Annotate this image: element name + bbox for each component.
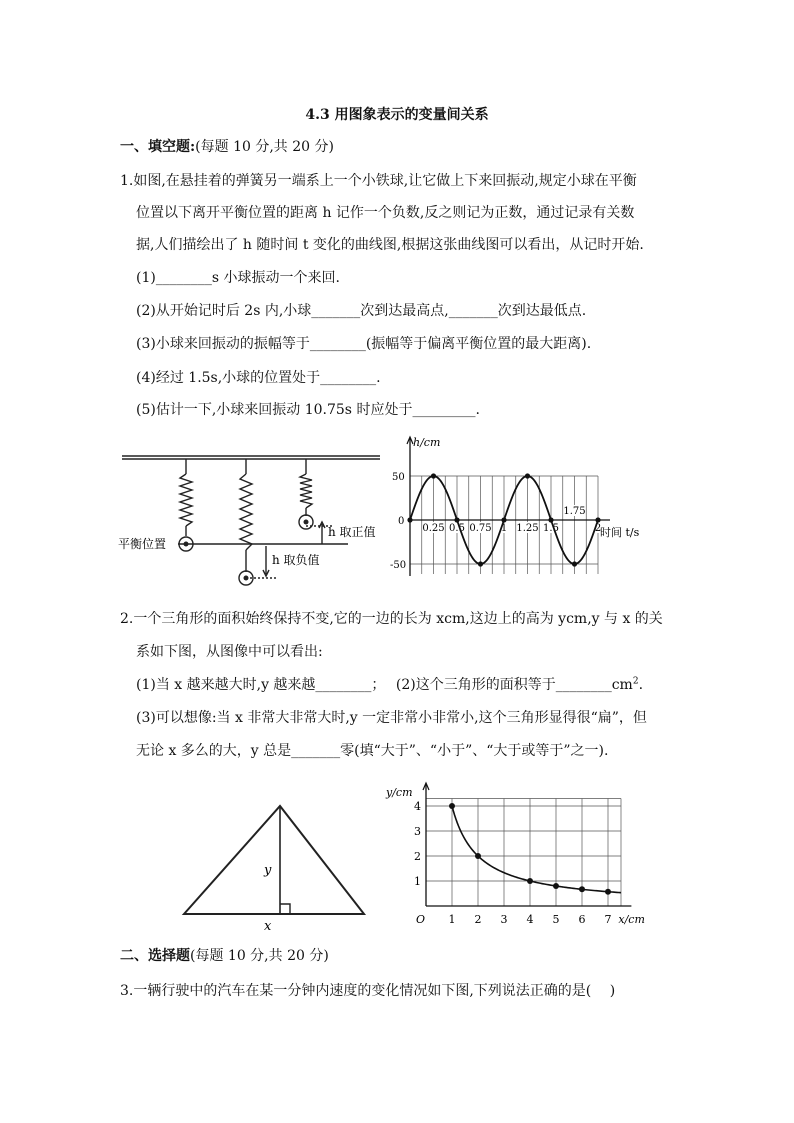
section1-header (120, 136, 334, 156)
q2-superscript: 2 (632, 676, 639, 687)
series-line (452, 806, 621, 893)
q2-part1-2 (136, 674, 643, 694)
triangle-y-label: y (264, 863, 272, 878)
x-tick-label: 0.5 (449, 523, 465, 534)
q2-part3-line1: (3)可以想像:当 x 非常大非常大时,y 一定非常小非常小,这个三角形显得很“扁”，但 (136, 710, 647, 726)
data-point (501, 517, 506, 522)
inverse-chart (378, 776, 660, 936)
triangle-x-label: x (264, 919, 272, 934)
page-title: 4.3 用图象表示的变量间关系 (305, 107, 489, 123)
q1-part1: (1)________s 小球振动一个来回. (136, 270, 340, 286)
section2-header (120, 945, 329, 965)
data-point (407, 517, 412, 522)
y-tick-label: 0 (398, 516, 405, 527)
data-point (595, 517, 600, 522)
data-point (449, 803, 455, 809)
data-point (572, 561, 577, 566)
data-point (478, 561, 483, 566)
q2-line1: 2.一个三角形的面积始终保持不变,它的一边的长为 xcm,这边上的高为 ycm,y 与 x 的关 (120, 611, 663, 627)
q2-part3-line2: 无论 x 多么的大，y 总是_______零(填“大于”、“小于”、“大于或等于”之一). (136, 743, 609, 759)
x-tick-label: 0.75 (469, 523, 492, 534)
q3-line1: 3.一辆行驶中的汽车在某一分钟内速度的变化情况如下图,下列说法正确的是( ) (120, 983, 616, 999)
q1-line1: 1.如图,在悬挂着的弹簧另一端系上一个小铁球,让它做上下来回振动,规定小球在平衡 (120, 173, 637, 189)
y-tick-label: 1 (414, 875, 421, 888)
data-point (525, 473, 530, 478)
section2-heading: 二、选择题 (120, 948, 190, 964)
section2-note: (每题 10 分,共 20 分) (190, 948, 329, 964)
x-tick-label: 1 (500, 523, 508, 534)
x-tick-label: 2 (474, 913, 482, 926)
spring-figure (118, 446, 380, 588)
oscillation-chart (368, 432, 650, 592)
data-point (548, 517, 553, 522)
section1-note: (每题 10 分,共 20 分) (195, 139, 334, 155)
x-tick-label: 1.75 (563, 506, 586, 517)
y-axis-label: y/cm (386, 786, 413, 799)
x-axis-label: 时间 t/s (600, 526, 640, 539)
q1-part2: (2)从开始记时后 2s 内,小球_______次到达最高点,_______次到达最低点. (136, 303, 587, 319)
x-tick-label: 2 (594, 523, 602, 534)
x-tick-label: 0.25 (422, 523, 445, 534)
q1-line3: 据,人们描绘出了 h 随时间 t 变化的曲线图,根据这张曲线图可以看出，从记时开始. (136, 237, 644, 253)
x-tick-label: 3 (500, 913, 508, 926)
y-axis-label: h/cm (413, 436, 441, 449)
q1-part4: (4)经过 1.5s,小球的位置处于________. (136, 370, 381, 386)
negative-label: h 取负值 (272, 553, 320, 567)
data-point (527, 878, 533, 884)
x-tick-label: 1.25 (516, 523, 539, 534)
y-tick-label: 3 (414, 825, 421, 838)
q2-part2: (2)这个三角形的面积等于________cm (395, 677, 633, 693)
data-point (431, 473, 436, 478)
q1-part3: (3)小球来回振动的振幅等于________(振幅等于偏离平衡位置的最大距离). (136, 336, 592, 352)
q2-part2-end: . (638, 677, 644, 693)
x-axis-label: x/cm (618, 913, 645, 926)
x-tick-label: 1.5 (543, 523, 559, 534)
data-point (553, 883, 559, 889)
q1-line2: 位置以下离开平衡位置的距离 h 记作一个负数,反之则记为正数，通过记录有关数 (136, 205, 635, 221)
data-point (605, 889, 611, 895)
origin-label: O (416, 913, 426, 926)
q1-part5: (5)估计一下,小球来回振动 10.75s 时应处于_________. (136, 402, 480, 418)
data-point (579, 886, 585, 892)
y-tick-label: 4 (414, 800, 421, 813)
triangle-figure (176, 798, 372, 936)
q2-line2: 系如下图，从图像中可以看出: (136, 644, 323, 660)
y-tick-label: 2 (414, 850, 421, 863)
positive-label: h 取正值 (328, 525, 376, 539)
q2-part1: (1)当 x 越来越大时,y 越来越________； (136, 677, 386, 693)
data-point (454, 517, 459, 522)
x-tick-label: 6 (578, 913, 586, 926)
data-point (475, 853, 481, 859)
y-tick-label: 50 (392, 472, 405, 483)
x-tick-label: 4 (526, 913, 534, 926)
y-tick-label: -50 (390, 560, 407, 571)
balance-label: 平衡位置 (118, 537, 167, 551)
x-tick-label: 1 (448, 913, 456, 926)
x-tick-label: 7 (604, 913, 612, 926)
section1-heading: 一、填空题: (120, 139, 196, 155)
x-tick-label: 5 (552, 913, 560, 926)
